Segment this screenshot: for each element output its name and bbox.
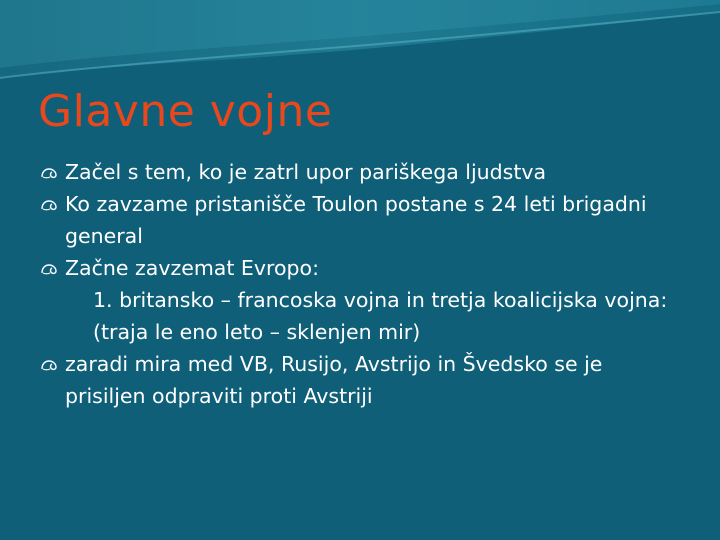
slide-title: Glavne vojne — [38, 86, 333, 137]
bullet-list — [40, 156, 680, 412]
bullet-subtext: 1. britansko – francoska vojna in tretja koalicijska vojna:(traja le eno leto – sklenjen mir) — [93, 288, 668, 344]
bullet-item — [40, 348, 680, 412]
bullet-item — [40, 188, 680, 252]
bullet-text: Začel s tem, ko je zatrl upor pariškega ljudstva — [65, 160, 547, 184]
scroll-bullet-icon — [40, 262, 58, 276]
bullet-text: zaradi mira med VB, Rusijo, Avstrijo in Švedsko se je prisiljen odpraviti proti Avstriji — [65, 352, 603, 408]
scroll-bullet-icon — [40, 198, 58, 212]
bullet-text: Začne zavzemat Evropo: — [65, 256, 319, 280]
scroll-bullet-icon — [40, 166, 58, 180]
bullet-item — [40, 252, 680, 348]
bullet-text: Ko zavzame pristanišče Toulon postane s 24 leti brigadni general — [65, 192, 647, 248]
bullet-item — [40, 156, 680, 188]
scroll-bullet-icon — [40, 358, 58, 372]
